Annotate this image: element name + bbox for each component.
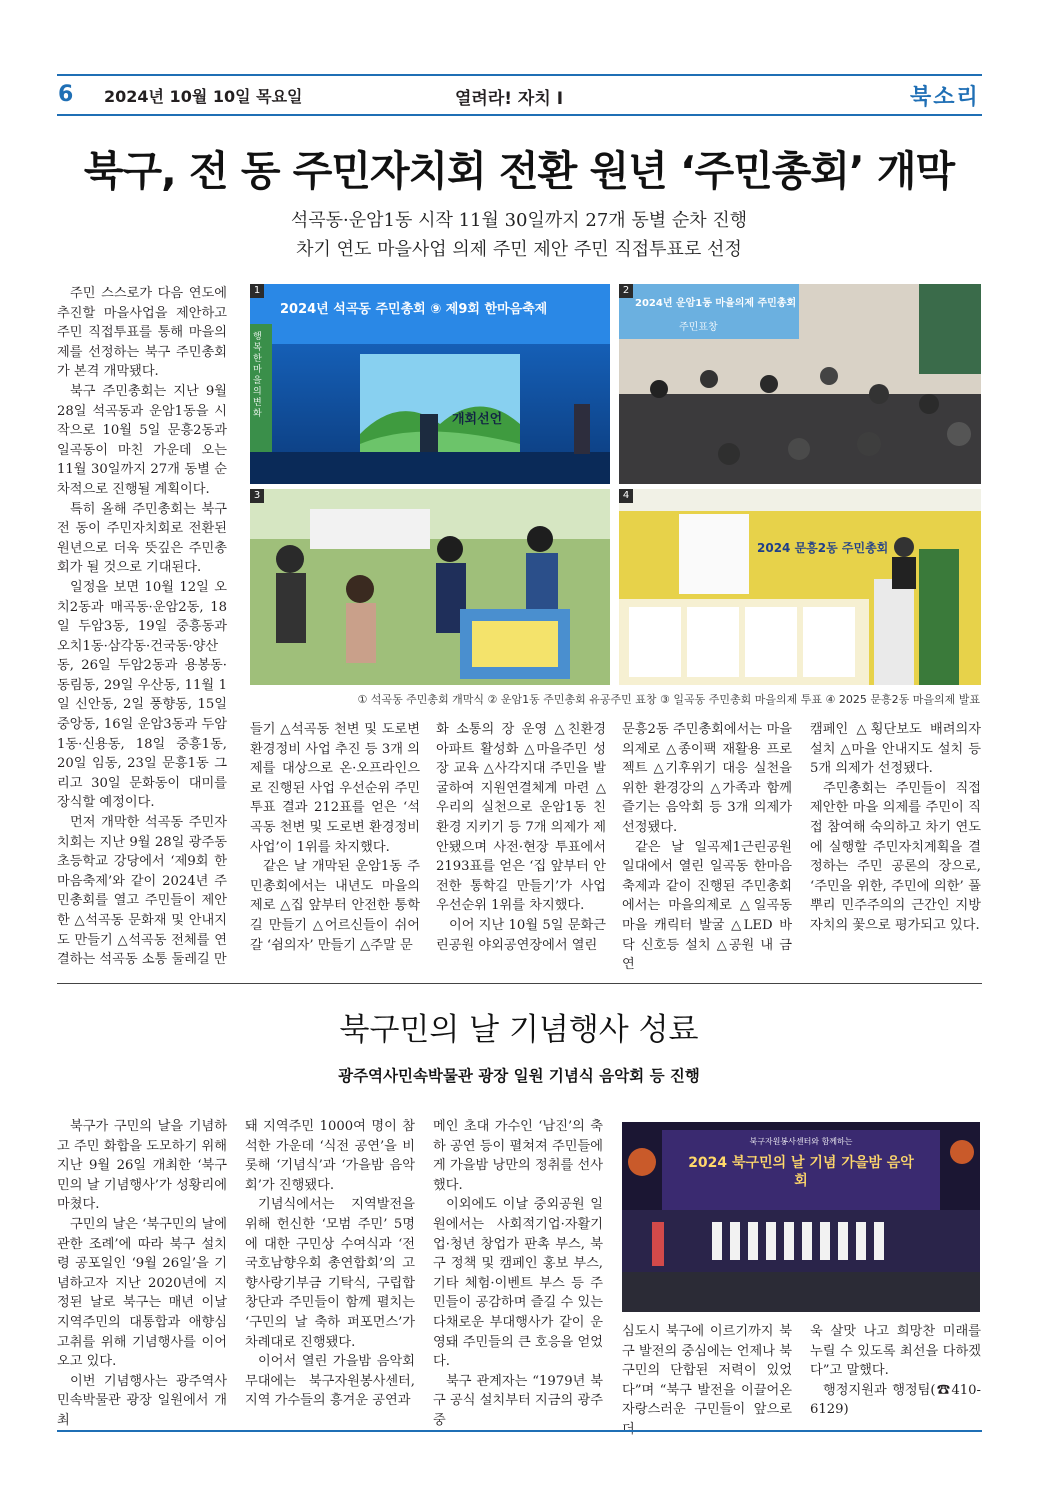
photo-banner-text: 2024년 석곡동 주민총회 ⑨ 제9회 한마음축제 bbox=[280, 302, 548, 317]
page-number: 6 bbox=[58, 82, 74, 107]
paragraph: 화 소통의 장 운영 △친환경 아파트 활성화 △마을주민 성장 교육 △사각지대 주민을 발굴하여 지원연결체계 마련 △우리의 실천으로 운암1동 친환경 지키기 등 7개 의제가 제안됐으며 사전·현장 투표에서 2193표를 얻은 ‘집 앞부터 안전한 통학길 만들기’가 사업 우선순위 1위를 차지했다. bbox=[436, 722, 606, 914]
article2-subhead: 광주역사민속박물관 광장 일원 기념식 음악회 등 진행 bbox=[338, 1067, 700, 1085]
paragraph: 기념식에서는 지역발전을 위해 헌신한 ‘모범 주민’ 5명에 대한 구민상 수여식과 ‘전국호남향우회 총연합회’의 고향사랑기부금 기탁식, 구립합창단과 주민들이 함께 펼치는 ‘구민의 날 축하 퍼포먼스’가 차례대로 진행됐다. bbox=[245, 1197, 415, 1350]
article2-column-4 bbox=[622, 1322, 792, 1440]
article2-column-3 bbox=[433, 1117, 603, 1431]
paragraph: 특히 올해 주민총회는 북구 전 동이 주민자치회로 전환된 원년으로 더욱 뜻깊은 주민총회가 될 것으로 기대된다. bbox=[57, 501, 227, 576]
photo-autumn-concert bbox=[622, 1122, 980, 1312]
header-top-rule bbox=[57, 74, 982, 76]
article2-column-2 bbox=[245, 1117, 415, 1411]
photo-caption: ① 석곡동 주민총회 개막식 ② 운암1동 주민총회 유공주민 표창 ③ 일곡동 주민총회 마을의제 투표 ④ 2025 문흥2동 마을의제 발표 bbox=[357, 693, 980, 706]
newspaper-logo: 북소리 bbox=[910, 84, 980, 110]
photo-number: 3 bbox=[250, 489, 264, 503]
paragraph: 심도시 북구에 이르기까지 북구 발전의 중심에는 언제나 북구민의 단합된 저력이 있었다”며 “북구 발전을 이끌어온 자랑스러운 구민들이 앞으로 bbox=[622, 1324, 792, 1418]
paragraph: 이어 지난 10월 5일 문화근린공원 야외공연장에서 열린 bbox=[436, 917, 606, 953]
section-title: 열려라! 자치 Ⅰ bbox=[455, 89, 564, 109]
photo-ilgok-vote bbox=[250, 489, 610, 685]
article2-column-1 bbox=[57, 1117, 227, 1431]
paragraph: 주민총회는 주민들이 직접 제안한 마을 의제를 주민이 직접 참여해 숙의하고 차기 연도에 실행할 주민자치계획을 결정하는 주민 공론의 장으로, ‘주민을 위한, 주민에 의한’ 풀뿌리 민주주의의 근간인 지방자치의 꽃으로 평가되고 있다. bbox=[810, 780, 981, 933]
article1-column-4 bbox=[622, 720, 792, 975]
photo-unam1-award bbox=[619, 284, 981, 484]
photo-number: 1 bbox=[250, 284, 264, 298]
paragraph: 돼 지역주민 1000여 명이 참석한 가운데 ‘식전 공연’을 비롯해 ‘기념식’과 ‘가을밤 음악회’가 진행됐다. bbox=[245, 1119, 415, 1193]
photo-screen-text: 개회선언 bbox=[452, 412, 503, 427]
paragraph: 같은 날 개막된 운암1동 주민총회에서는 내년도 마을의제로 △집 앞부터 안전한 통학길 만들기 △어르신들이 쉬어 갈 ‘쉼의자’ 만들기 △주말 문 bbox=[250, 859, 420, 953]
article1-column-1 bbox=[57, 284, 227, 970]
article-divider bbox=[57, 983, 982, 984]
header-bottom-rule bbox=[57, 114, 982, 116]
paragraph: 북구 주민총회는 지난 9월 28일 석곡동과 운암1동을 시작으로 10월 5일 문흥2동과 일곡동이 마친 가운데 오는 11월 30일까지 27개 동별 순차적으로 진행될 계획이다. bbox=[57, 383, 227, 497]
article1-subhead-2: 차기 연도 마을사업 의제 주민 제안 주민 직접투표로 선정 bbox=[296, 239, 742, 260]
photo-sub-text: 주민표창 bbox=[679, 322, 718, 333]
paragraph: 욱 살맛 나고 희망찬 미래를 누릴 수 있도록 최선을 다하겠다”고 말했다. bbox=[810, 1324, 981, 1379]
photo-side-banner-text: 행복한 마을의 변화 bbox=[253, 332, 262, 419]
article1-column-2 bbox=[250, 720, 420, 955]
paragraph: 같은 날 일곡제1근린공원 일대에서 열린 일곡동 한마음 축제과 같이 진행된 주민총회에서는 마을의제로 △일곡동 마을 캐릭터 발굴 △LED 바닥 신호등 설치 △공원 내 금연 bbox=[622, 839, 792, 973]
article2-headline: 북구민의 날 기념행사 성료 bbox=[339, 1012, 699, 1048]
photo-banner-top-text: 북구자원봉사센터와 함께하는 bbox=[749, 1137, 853, 1146]
article1-column-5 bbox=[810, 720, 981, 936]
article1-headline: 북구, 전 동 주민자치회 전환 원년 ‘주민총회’ 개막 bbox=[83, 147, 955, 195]
paragraph: 이외에도 이날 중외공원 일원에서는 사회적기업·자활기업·청년 창업가 판촉 부스, 북구 정책 및 캠페인 홍보 부스, 기타 체험·이벤트 부스 등 주민들이 공감하며 즐길 수 있는 다채로운 부대행사가 같이 운영돼 주민들의 큰 호응을 얻었다. bbox=[433, 1197, 603, 1370]
article1-column-3 bbox=[436, 720, 606, 955]
paragraph: 주민 스스로가 다음 연도에 추진할 마을사업을 제안하고 주민 직접투표를 통해 마을의제를 선정하는 북구 주민총회가 본격 개막됐다. bbox=[57, 286, 227, 380]
paragraph: 북구 관계자는 “1979년 북구 공식 설치부터 지금의 광주 중 bbox=[433, 1373, 603, 1428]
photo-number: 4 bbox=[619, 489, 633, 503]
paragraph: 들기 △석곡동 천변 및 도로변 환경정비 사업 추진 등 3개 의제를 대상으로 온·오프라인으로 진행된 사업 우선순위 주민투표 결과 212표를 얻은 ‘석곡동 천변 및 도로변 환경정비 사업’이 1위를 차지했다. bbox=[250, 722, 420, 855]
paragraph: 문흥2동 주민총회에서는 마을의제로 △종이팩 재활용 프로젝트 △기후위기 대응 실천을 위한 환경강의 △가족과 함께 즐기는 음악회 등 3개 의제가 선정됐다. bbox=[622, 722, 792, 835]
paragraph: 이번 기념행사는 광주역사민속박물관 광장 일원에서 개최 bbox=[57, 1373, 227, 1428]
issue-date: 2024년 10월 10일 목요일 bbox=[104, 87, 303, 106]
photo-seokgok-opening bbox=[250, 284, 610, 484]
photo-banner-text: 2024년 운암1동 마을의제 주민총회 bbox=[635, 298, 797, 309]
photo-banner-text: 2024 북구민의 날 기념 가을밤 음악회 bbox=[688, 1155, 914, 1189]
paragraph: 캠페인 △횡단보도 배려의자 설치 △마을 안내지도 설치 등 5개 의제가 선정됐다. bbox=[810, 722, 981, 777]
paragraph: 메인 초대 가수인 ‘남진’의 축하 공연 등이 펼쳐져 주민들에게 가을밤 낭만의 정취를 선사했다. bbox=[433, 1119, 603, 1193]
paragraph: 구민의 날은 ‘북구민의 날에 관한 조례’에 따라 북구 설치령 공포일인 ‘9월 26일’을 기념하고자 지난 2020년에 지정된 날로 북구는 매년 이날 지역주민의 대통합과 애향심 고취를 위해 기념행사를 이어오고 있다. bbox=[57, 1216, 227, 1370]
paragraph: 일정을 보면 10월 12일 오치2동과 매곡동·운암2동, 18일 두암3동, 19일 중흥동과 오치1동·삼각동·건국동·양산동, 26일 두암2동과 용봉동·동림동, 29일 우산동, 11월 1일 신안동, 2일 풍향동, 15일 중앙동, 16일 운암3동과 두암1동·신용동, 18일 중흥1동, 20일 임동, 23일 문흥1동 그리고 30일 문화동이 대미를 장식할 예정이다. bbox=[57, 579, 227, 811]
photo-number: 2 bbox=[619, 284, 633, 298]
paragraph: 북구가 구민의 날을 기념하고 주민 화합을 도모하기 위해 지난 9월 26일 개최한 ‘북구민의 날 기념행사’가 성황리에 마쳤다. bbox=[57, 1119, 227, 1213]
paragraph: 먼저 개막한 석곡동 주민자치회는 지난 9월 28일 광주동초등학교 강당에서 ‘제9회 한마음축제’와 같이 2024년 주민총회를 열고 주민들이 제안한 △석곡동 문화재 및 안내지도 만들기 △석곡동 전체를 연결하는 석곡동 소통 둘레길 만 bbox=[57, 815, 227, 968]
paragraph: 행정지원과 행정팀(☎410-6129) bbox=[810, 1382, 981, 1418]
photo-banner-text: 2024 문흥2동 주민총회 bbox=[757, 541, 889, 555]
article1-subhead-1: 석곡동·운암1동 시작 11월 30일까지 27개 동별 순차 진행 bbox=[290, 210, 748, 231]
photo-munheung2-agenda bbox=[619, 489, 981, 685]
paragraph: 이어서 열린 가을밤 음악회 무대에는 북구자원봉사센터, 지역 가수들의 흥겨운 공연과 bbox=[245, 1354, 415, 1409]
article2-column-5 bbox=[810, 1322, 981, 1420]
footer-rule bbox=[57, 1430, 982, 1432]
